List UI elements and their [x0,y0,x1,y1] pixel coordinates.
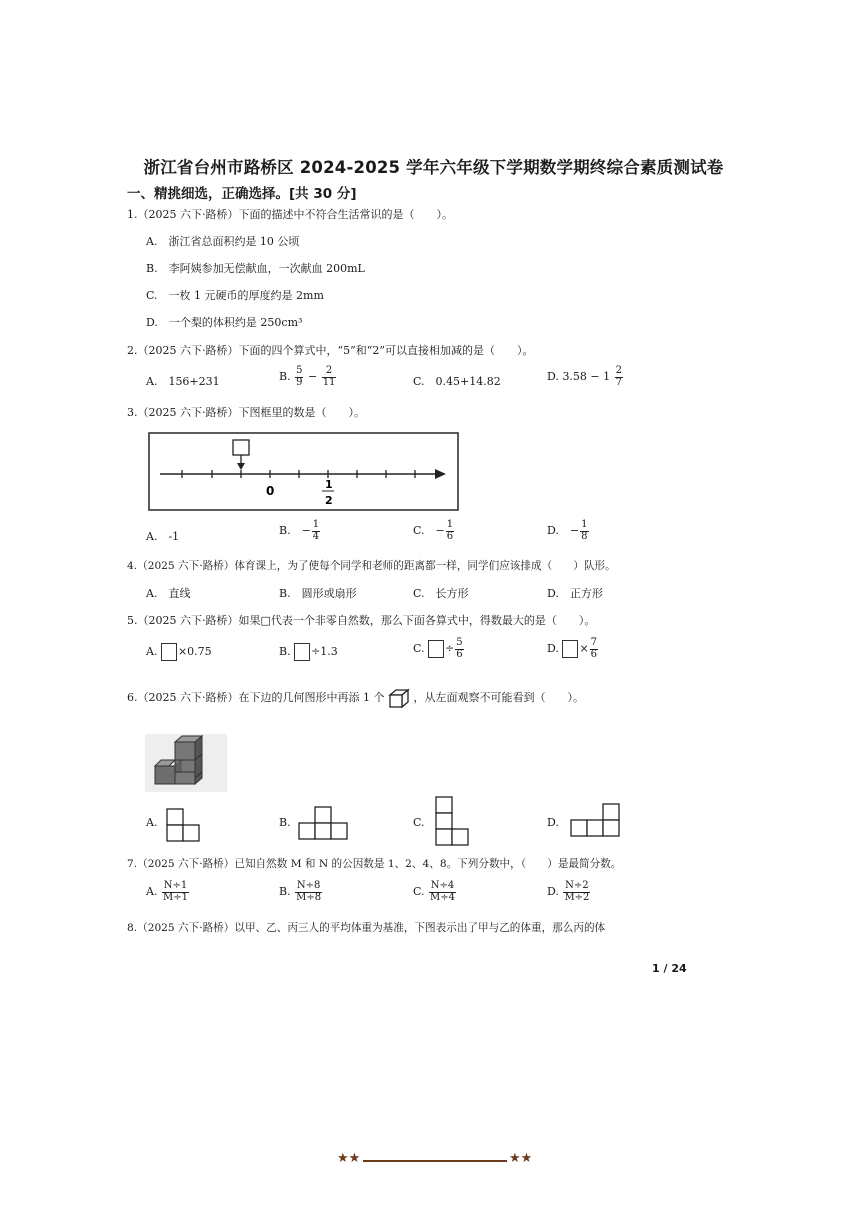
question-6-option-a-figure [166,808,200,844]
question-5-option-c [413,638,465,660]
fraction: $\frac{2}{7}$ [615,365,623,388]
operator: × [579,642,589,655]
question-4-option-d: D. 正方形 [547,587,603,600]
option-label: B. [279,370,291,383]
stem-text: ，从左面观察不可能看到（ ）。 [413,691,584,704]
fraction: $\frac{1}{8}$ [581,519,588,542]
star-icon: ★★ [509,1151,533,1166]
document-title: 浙江省台州市路桥区 2024-2025 学年六年级下学期数学期终综合素质测试卷 [143,158,724,177]
blank-square-icon [428,640,444,658]
question-1-option-d: D. 一个梨的体积约是 250cm³ [146,316,303,329]
option-label: B. [279,645,291,658]
expression: 3.58 − 1 [562,370,611,383]
expression: ÷1.3 [311,645,338,658]
question-7-option-c [413,881,457,903]
question-6-option-b-figure [298,806,350,842]
option-label: C. − [413,524,445,537]
label-zero: 0 [266,484,275,498]
question-6-option-a-label: A. [146,816,158,829]
question-3-option-d [547,520,590,542]
option-label: A. [146,885,158,898]
fraction: $\frac{N\div 1}{M\div 1}$ [162,880,188,903]
option-label: D. [547,642,559,655]
question-5-stem: 5.（2025 六下·路桥）如果□代表一个非零自然数，那么下面各算式中，得数最大的是（ ）。 [127,614,596,627]
question-7-option-d [547,881,591,903]
question-7-stem: 7.（2025 六下·路桥）已知自然数 M 和 N 的公因数是 1、2、4、8。下列分数中，（ ）是最简分数。 [127,858,622,870]
page-number: 1 / 24 [652,962,687,975]
fraction: $\frac{1}{6}$ [446,519,454,542]
fraction: $\frac{N\div 4}{M\div 4}$ [430,880,456,903]
option-label: A. [146,645,158,658]
cube-icon [388,688,410,708]
operator: ÷ [445,642,455,655]
footer-decoration [337,1151,537,1171]
option-label: D. − [547,524,580,537]
question-5-option-b [279,643,338,661]
question-6-option-b-label: B. [279,816,291,829]
question-1-option-c: C. 一枚 1 元硬币的厚度约是 2mm [146,289,324,302]
question-8-stem: 8.（2025 六下·路桥）以甲、乙、丙三人的平均体重为基准，下图表示出了甲与乙的体重，那么丙的体 [127,922,606,934]
question-6-option-c-figure [435,796,469,848]
question-6-option-d-figure [569,803,621,837]
question-3-stem: 3.（2025 六下·路桥）下图框里的数是（ ）。 [127,406,365,419]
question-1-option-a: A. 浙江省总面积约是 10 公顷 [146,235,300,248]
question-2-option-d [547,366,624,388]
option-label: B. [279,885,291,898]
question-7-option-a [146,881,190,903]
minus-sign: − [307,370,318,383]
option-label: C. [413,642,425,655]
option-label: C. [413,885,425,898]
blank-square-icon [161,643,177,661]
question-4-option-a: A. 直线 [146,587,191,600]
question-6-option-c-label: C. [413,816,425,829]
cube-stack-figure [145,734,227,792]
footer-line [363,1160,507,1162]
question-6-option-d-label: D. [547,816,559,829]
option-label: B. − [279,524,311,537]
label-half-numerator: 1 [325,478,333,491]
question-2-stem: 2.（2025 六下·路桥）下面的四个算式中，“5”和“2”可以直接相加减的是（ ）。 [127,344,534,357]
question-4-stem: 4.（2025 六下·路桥）体育课上，为了使每个同学和老师的距离都一样，同学们应该排成（ ）队形。 [127,560,616,572]
arrow-head-icon [435,469,446,479]
question-3-option-c [413,520,455,542]
question-6-stem [127,688,584,708]
question-2-option-c: C. 0.45+14.82 [413,375,501,388]
fraction: $\frac{1}{4}$ [312,519,320,542]
question-5-option-d [547,638,599,660]
pointer-arrow-icon [237,463,245,470]
number-line-figure [148,432,460,512]
question-1-option-b: B. 李阿姨参加无偿献血，一次献血 200mL [146,262,365,275]
question-1-stem: 1.（2025 六下·路桥）下面的描述中不符合生活常识的是（ ）。 [127,208,453,221]
label-half-denominator: 2 [325,494,333,507]
option-label: D. [547,370,559,383]
fraction: $\frac{2}{11}$ [322,365,336,388]
fraction: $\frac{7}{6}$ [590,637,598,660]
fraction: $\frac{N\div 8}{M\div 8}$ [296,880,322,903]
question-5-option-a [146,643,212,661]
question-4-option-b: B. 圆形或扇形 [279,587,357,600]
question-3-option-a: A. -1 [146,530,180,543]
fraction: $\frac{N\div 2}{M\div 2}$ [564,880,590,903]
question-2-option-a: A. 156+231 [146,375,220,388]
fraction: $\frac{5}{9}$ [296,365,303,388]
question-2-option-b [279,366,337,388]
answer-box [233,440,249,455]
figure-border [149,433,458,510]
question-4-option-c: C. 长方形 [413,587,469,600]
blank-square-icon [294,643,310,661]
section-heading: 一、精挑细选，正确选择。[共 30 分] [127,186,357,202]
question-7-option-b [279,881,323,903]
star-icon: ★★ [337,1151,361,1166]
expression: ×0.75 [177,645,212,658]
option-label: D. [547,885,559,898]
blank-square-icon [562,640,578,658]
stem-text: 6.（2025 六下·路桥）在下边的几何图形中再添 1 个 [127,691,385,704]
fraction: $\frac{5}{6}$ [456,637,463,660]
question-3-option-b [279,520,321,542]
